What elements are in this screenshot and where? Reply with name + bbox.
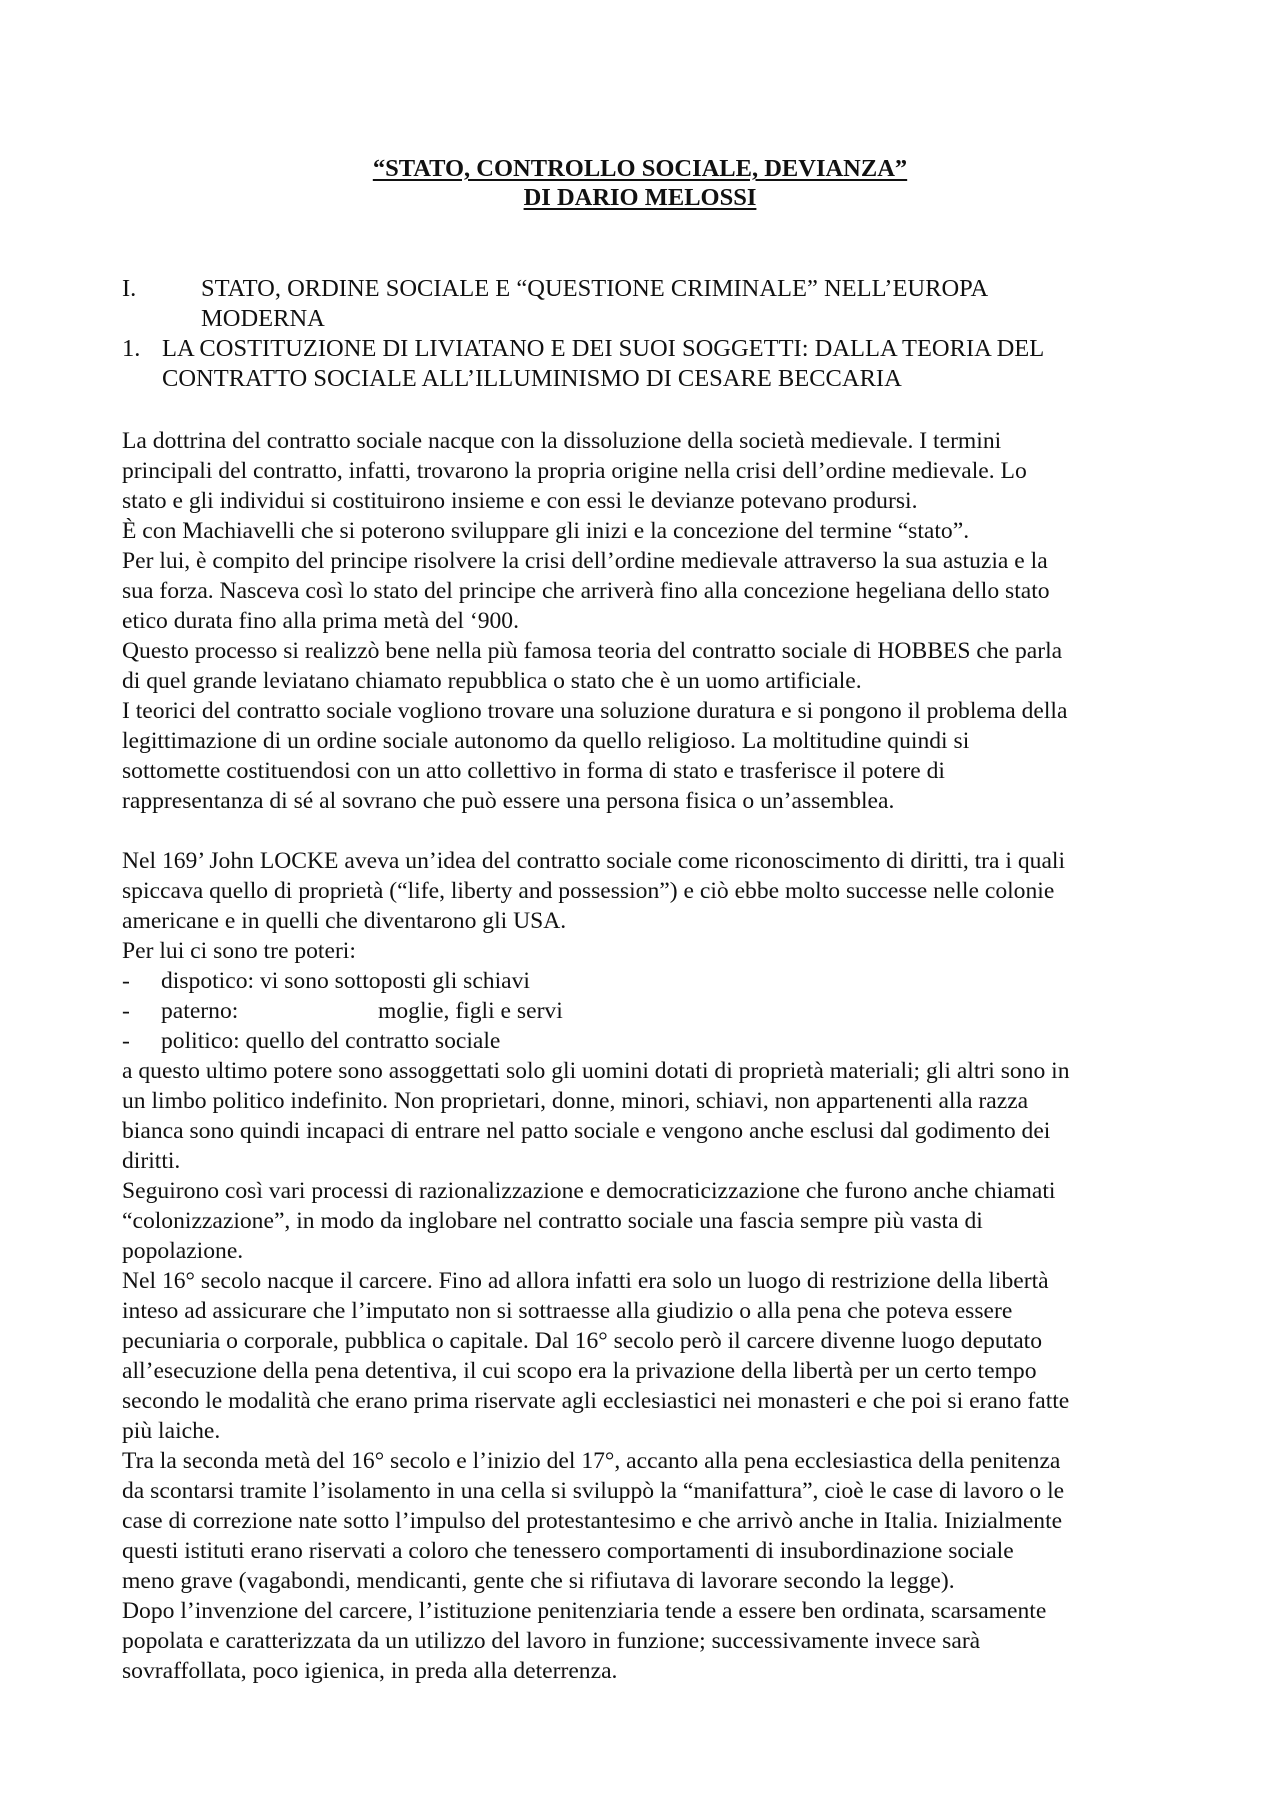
bullet-item-dispotico [122, 966, 1182, 996]
bullet-text: politico: quello del contratto sociale [161, 1028, 501, 1054]
text-line: questi istituti erano riservati a coloro che tenessero comportamenti di insubordinazione sociale [122, 1538, 1014, 1564]
text-line: etico durata fino alla prima metà del ‘900. [122, 608, 520, 634]
text-line: americane e in quelli che diventarono gli USA. [122, 908, 567, 934]
text-line: spiccava quello di proprietà (“life, liberty and possession”) e ciò ebbe molto successe nelle colonie [122, 878, 1055, 904]
text-line: pecuniaria o corporale, pubblica o capitale. Dal 16° secolo però il carcere divenne luogo deputato [122, 1328, 1043, 1354]
bullet-value: moglie, figli e servi [378, 998, 563, 1024]
text-line: sottomette costituendosi con un atto collettivo in forma di stato e trasferisce il potere di [122, 758, 945, 784]
text-line: di quel grande leviatano chiamato repubblica o stato che è un uomo artificiale. [122, 668, 862, 694]
text-line: sovraffollata, poco igienica, in preda alla deterrenza. [122, 1658, 618, 1684]
text-line: secondo le modalità che erano prima riservate agli ecclesiastici nei monasteri e che poi si erano fatte [122, 1388, 1070, 1414]
bullet-text: dispotico: vi sono sottoposti gli schiavi [161, 968, 530, 994]
bullet-dash: - [122, 998, 130, 1024]
title-line-2: DI DARIO MELOSSI [523, 184, 757, 211]
subsection-number: 1. [122, 335, 141, 362]
text-line: diritti. [122, 1148, 181, 1174]
text-line: È con Machiavelli che si poterono sviluppare gli inizi e la concezione del termine “stato”. [122, 518, 970, 544]
text-line: all’esecuzione della pena detentiva, il cui scopo era la privazione della libertà per un certo tempo [122, 1358, 1037, 1384]
text-line: “colonizzazione”, in modo da inglobare nel contratto sociale una fascia sempre più vasta di [122, 1208, 983, 1234]
text-line: rappresentanza di sé al sovrano che può essere una persona fisica o un’assemblea. [122, 788, 895, 814]
paragraph-block-2 [122, 846, 1182, 1686]
section-number: I. [122, 275, 137, 302]
text-line: bianca sono quindi incapaci di entrare nel patto sociale e vengono anche esclusi dal godimento dei [122, 1118, 1051, 1144]
bullet-item-paterno [122, 996, 1182, 1026]
bullet-item-politico [122, 1026, 1182, 1056]
text-line: La dottrina del contratto sociale nacque con la dissoluzione della società medievale. I termini [122, 428, 1002, 454]
text-line: Dopo l’invenzione del carcere, l’istituzione penitenziaria tende a essere ben ordinata, scarsamente [122, 1598, 1047, 1624]
text-line: principali del contratto, infatti, trovarono la propria origine nella crisi dell’ordine medievale. Lo [122, 458, 1027, 484]
text-line: Tra la seconda metà del 16° secolo e l’inizio del 17°, accanto alla pena ecclesiastica della penitenza [122, 1448, 1061, 1474]
text-line: un limbo politico indefinito. Non proprietari, donne, minori, schiavi, non appartenenti alla razza [122, 1088, 1029, 1114]
bullet-dash: - [122, 968, 130, 994]
text-line: Per lui, è compito del principe risolvere la crisi dell’ordine medievale attraverso la sua astuzia e la [122, 548, 1048, 574]
text-line: da scontarsi tramite l’isolamento in una cella si sviluppò la “manifattura”, cioè le case di lavoro o le [122, 1478, 1065, 1504]
title-line-1: “STATO, CONTROLLO SOCIALE, DEVIANZA” [372, 155, 908, 182]
subsection-title: LA COSTITUZIONE DI LIVIATANO E DEI SUOI SOGGETTI: DALLA TEORIA DEL CONTRATTO SOCIALE ALL’ILLUMINISMO DI CESARE BECCARIA [162, 335, 1045, 392]
text-line: a questo ultimo potere sono assoggettati solo gli uomini dotati di proprietà materiali; gli altri sono in [122, 1058, 1070, 1084]
text-line: I teorici del contratto sociale vogliono trovare una soluzione duratura e si pongono il problema della [122, 698, 1068, 724]
text-line: meno grave (vagabondi, mendicanti, gente che si rifiutava di lavorare secondo la legge). [122, 1568, 955, 1594]
paragraph-block-1 [122, 426, 1182, 816]
text-line: stato e gli individui si costituirono insieme e con essi le devianze potevano prodursi. [122, 488, 918, 514]
bullet-label: paterno: [161, 998, 239, 1024]
text-line: legittimazione di un ordine sociale autonomo da quello religioso. La moltitudine quindi si [122, 728, 970, 754]
document-title [0, 154, 1280, 212]
text-line: più laiche. [122, 1418, 221, 1444]
text-line: case di correzione nate sotto l’impulso del protestantesimo e che arrivò anche in Italia. Inizialmente [122, 1508, 1063, 1534]
text-line: inteso ad assicurare che l’imputato non si sottraesse alla giudizio o alla pena che poteva essere [122, 1298, 1013, 1324]
text-line: Nel 16° secolo nacque il carcere. Fino ad allora infatti era solo un luogo di restrizione della libertà [122, 1268, 1049, 1294]
bullet-dash: - [122, 1028, 130, 1054]
section-title: STATO, ORDINE SOCIALE E “QUESTIONE CRIMINALE” NELL’EUROPA MODERNA [201, 275, 989, 332]
text-line: Seguirono così vari processi di razionalizzazione e democraticizzazione che furono anche chiamati [122, 1178, 1056, 1204]
text-line: Per lui ci sono tre poteri: [122, 938, 356, 964]
text-line: popolata e caratterizzata da un utilizzo del lavoro in funzione; successivamente invece sarà [122, 1628, 981, 1654]
text-line: popolazione. [122, 1238, 244, 1264]
text-line: Nel 169’ John LOCKE aveva un’idea del contratto sociale come riconoscimento di diritti, tra i quali [122, 848, 1066, 874]
text-line: sua forza. Nasceva così lo stato del principe che arriverà fino alla concezione hegeliana dello stato [122, 578, 1050, 604]
text-line: Questo processo si realizzò bene nella più famosa teoria del contratto sociale di HOBBES che parla [122, 638, 1063, 664]
